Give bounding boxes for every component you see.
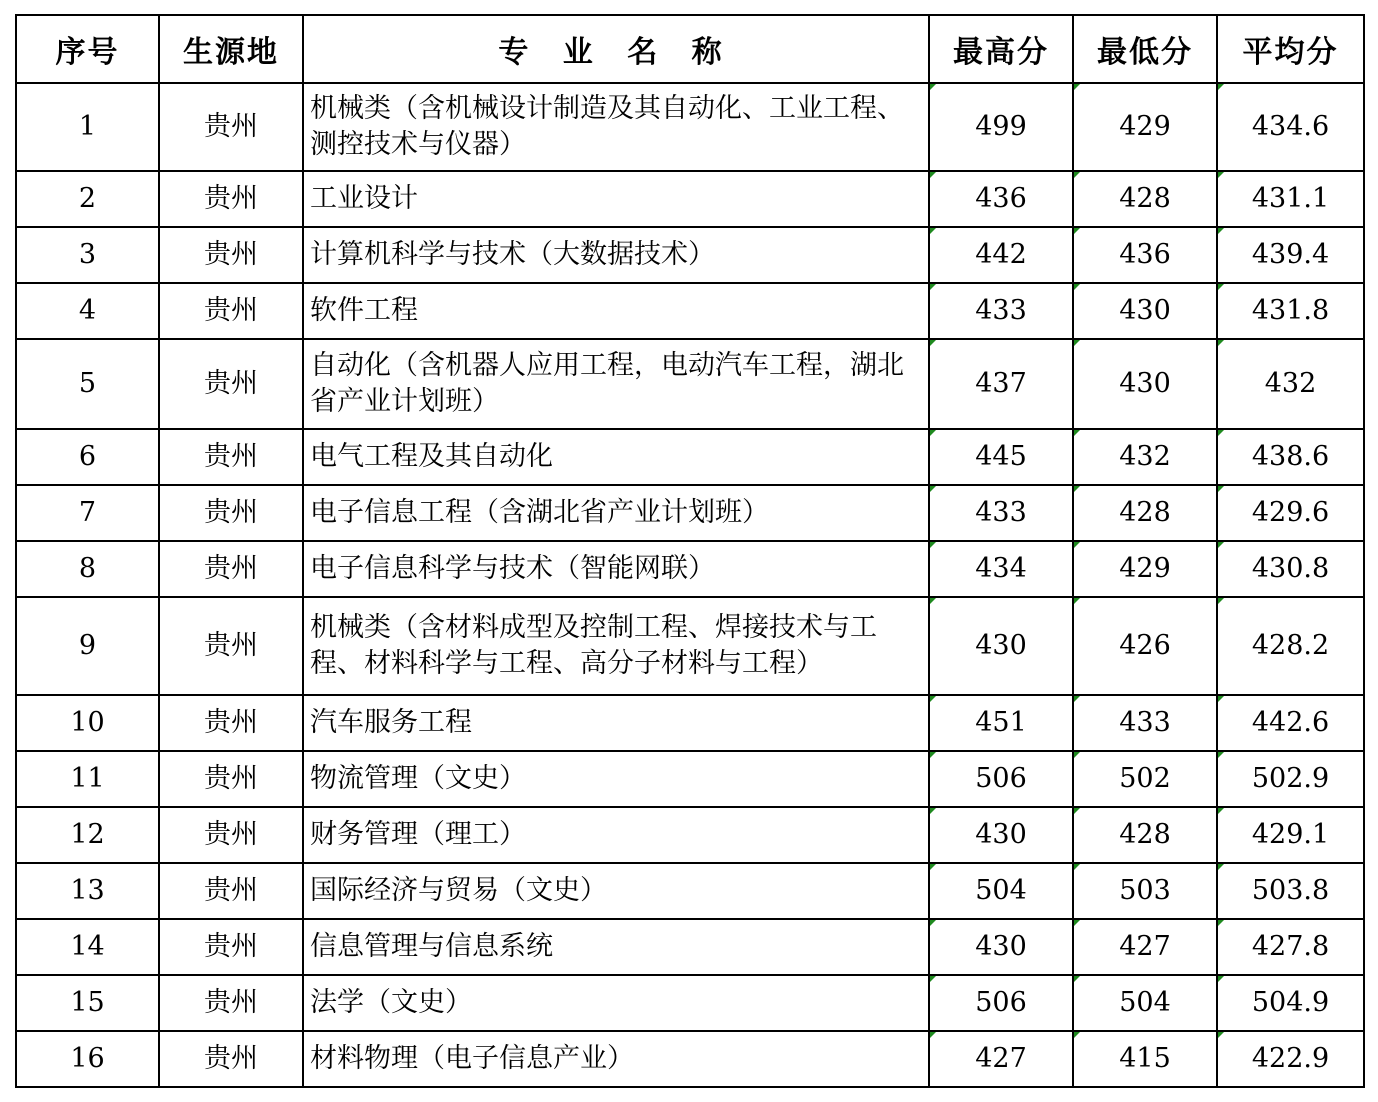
cell-major: 国际经济与贸易（文史） — [303, 863, 929, 919]
table-row — [16, 919, 1364, 975]
cell-avg: 503.8 — [1217, 863, 1364, 919]
cell-no: 6 — [16, 429, 159, 485]
cell-min: 429 — [1073, 541, 1217, 597]
cell-no: 2 — [16, 171, 159, 227]
cell-origin: 贵州 — [159, 171, 303, 227]
cell-major: 工业设计 — [303, 171, 929, 227]
cell-avg: 432 — [1217, 339, 1364, 429]
cell-origin: 贵州 — [159, 807, 303, 863]
cell-major: 财务管理（理工） — [303, 807, 929, 863]
cell-min: 504 — [1073, 975, 1217, 1031]
cell-no: 15 — [16, 975, 159, 1031]
cell-min: 433 — [1073, 695, 1217, 751]
table-row — [16, 83, 1364, 171]
cell-origin: 贵州 — [159, 429, 303, 485]
table-row — [16, 975, 1364, 1031]
cell-origin: 贵州 — [159, 919, 303, 975]
cell-origin: 贵州 — [159, 863, 303, 919]
table-row — [16, 695, 1364, 751]
cell-no: 12 — [16, 807, 159, 863]
cell-min: 502 — [1073, 751, 1217, 807]
cell-origin: 贵州 — [159, 751, 303, 807]
cell-no: 3 — [16, 227, 159, 283]
cell-avg: 428.2 — [1217, 597, 1364, 695]
cell-min: 503 — [1073, 863, 1217, 919]
header-max: 最高分 — [929, 15, 1073, 83]
cell-avg: 427.8 — [1217, 919, 1364, 975]
cell-no: 7 — [16, 485, 159, 541]
cell-avg: 434.6 — [1217, 83, 1364, 171]
cell-origin: 贵州 — [159, 339, 303, 429]
cell-origin: 贵州 — [159, 597, 303, 695]
cell-min: 436 — [1073, 227, 1217, 283]
cell-max: 436 — [929, 171, 1073, 227]
cell-origin: 贵州 — [159, 283, 303, 339]
table-row — [16, 429, 1364, 485]
header-row — [16, 15, 1364, 83]
cell-no: 8 — [16, 541, 159, 597]
cell-max: 433 — [929, 283, 1073, 339]
cell-max: 427 — [929, 1031, 1073, 1087]
table-row — [16, 807, 1364, 863]
cell-max: 451 — [929, 695, 1073, 751]
cell-origin: 贵州 — [159, 695, 303, 751]
cell-origin: 贵州 — [159, 83, 303, 171]
header-min: 最低分 — [1073, 15, 1217, 83]
cell-max: 433 — [929, 485, 1073, 541]
admission-score-table — [15, 14, 1365, 1088]
cell-avg: 429.6 — [1217, 485, 1364, 541]
header-major: 专 业 名 称 — [303, 15, 929, 83]
cell-origin: 贵州 — [159, 541, 303, 597]
table-row — [16, 541, 1364, 597]
table-row — [16, 597, 1364, 695]
cell-avg: 431.8 — [1217, 283, 1364, 339]
cell-min: 427 — [1073, 919, 1217, 975]
cell-origin: 贵州 — [159, 975, 303, 1031]
cell-max: 506 — [929, 975, 1073, 1031]
cell-max: 499 — [929, 83, 1073, 171]
cell-min: 430 — [1073, 283, 1217, 339]
cell-major: 电子信息科学与技术（智能网联） — [303, 541, 929, 597]
cell-no: 16 — [16, 1031, 159, 1087]
cell-max: 430 — [929, 597, 1073, 695]
cell-origin: 贵州 — [159, 1031, 303, 1087]
cell-min: 432 — [1073, 429, 1217, 485]
table-row — [16, 171, 1364, 227]
cell-min: 430 — [1073, 339, 1217, 429]
cell-avg: 504.9 — [1217, 975, 1364, 1031]
cell-min: 429 — [1073, 83, 1217, 171]
cell-no: 11 — [16, 751, 159, 807]
cell-no: 5 — [16, 339, 159, 429]
table-row — [16, 227, 1364, 283]
cell-avg: 422.9 — [1217, 1031, 1364, 1087]
cell-max: 506 — [929, 751, 1073, 807]
cell-major: 信息管理与信息系统 — [303, 919, 929, 975]
cell-major: 材料物理（电子信息产业） — [303, 1031, 929, 1087]
cell-max: 445 — [929, 429, 1073, 485]
cell-avg: 502.9 — [1217, 751, 1364, 807]
cell-avg: 439.4 — [1217, 227, 1364, 283]
cell-major: 电气工程及其自动化 — [303, 429, 929, 485]
cell-min: 415 — [1073, 1031, 1217, 1087]
cell-max: 504 — [929, 863, 1073, 919]
cell-major: 自动化（含机器人应用工程，电动汽车工程，湖北省产业计划班） — [303, 339, 929, 429]
cell-avg: 431.1 — [1217, 171, 1364, 227]
table-row — [16, 485, 1364, 541]
cell-origin: 贵州 — [159, 227, 303, 283]
table-row — [16, 1031, 1364, 1087]
cell-min: 428 — [1073, 807, 1217, 863]
cell-avg: 430.8 — [1217, 541, 1364, 597]
cell-no: 1 — [16, 83, 159, 171]
table-row — [16, 339, 1364, 429]
cell-avg: 429.1 — [1217, 807, 1364, 863]
cell-no: 10 — [16, 695, 159, 751]
cell-max: 430 — [929, 919, 1073, 975]
cell-max: 430 — [929, 807, 1073, 863]
cell-min: 426 — [1073, 597, 1217, 695]
table-row — [16, 863, 1364, 919]
cell-min: 428 — [1073, 485, 1217, 541]
header-origin: 生源地 — [159, 15, 303, 83]
cell-major: 计算机科学与技术（大数据技术） — [303, 227, 929, 283]
cell-origin: 贵州 — [159, 485, 303, 541]
cell-major: 电子信息工程（含湖北省产业计划班） — [303, 485, 929, 541]
cell-major: 物流管理（文史） — [303, 751, 929, 807]
table-row — [16, 751, 1364, 807]
cell-min: 428 — [1073, 171, 1217, 227]
cell-no: 4 — [16, 283, 159, 339]
cell-max: 434 — [929, 541, 1073, 597]
cell-no: 14 — [16, 919, 159, 975]
cell-avg: 442.6 — [1217, 695, 1364, 751]
cell-major: 汽车服务工程 — [303, 695, 929, 751]
table-row — [16, 283, 1364, 339]
cell-major: 机械类（含机械设计制造及其自动化、工业工程、测控技术与仪器） — [303, 83, 929, 171]
cell-no: 13 — [16, 863, 159, 919]
cell-major: 法学（文史） — [303, 975, 929, 1031]
cell-max: 437 — [929, 339, 1073, 429]
header-no: 序号 — [16, 15, 159, 83]
header-avg: 平均分 — [1217, 15, 1364, 83]
cell-no: 9 — [16, 597, 159, 695]
cell-max: 442 — [929, 227, 1073, 283]
cell-major: 机械类（含材料成型及控制工程、焊接技术与工程、材料科学与工程、高分子材料与工程） — [303, 597, 929, 695]
cell-major: 软件工程 — [303, 283, 929, 339]
cell-avg: 438.6 — [1217, 429, 1364, 485]
